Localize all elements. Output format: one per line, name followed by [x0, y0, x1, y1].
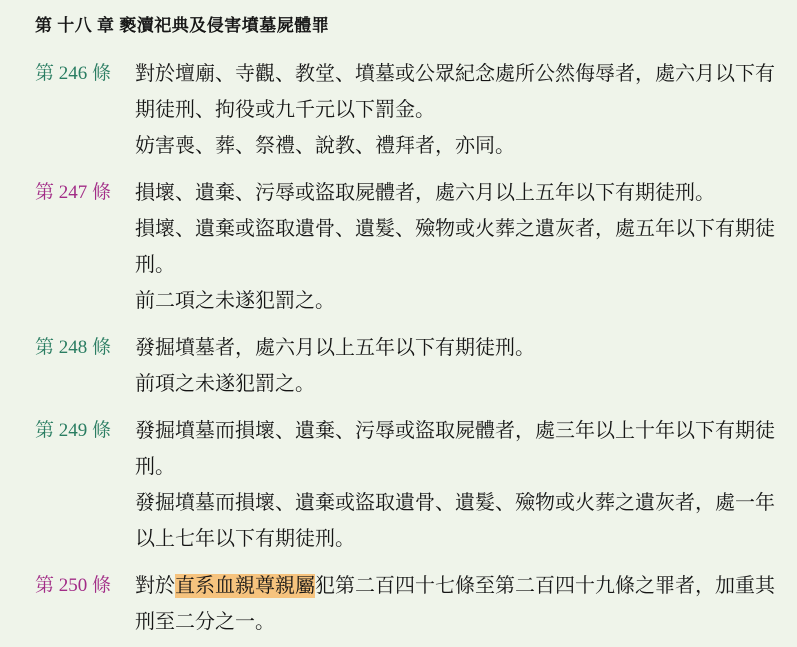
article-row [35, 568, 775, 640]
paragraph-text: 發掘墳墓而損壞、遺棄、污辱或盜取屍體者，處三年以上十年以下有期徒刑。 [135, 420, 775, 478]
article-paragraph [135, 283, 775, 319]
article-paragraph [135, 485, 775, 557]
articles-list [35, 56, 775, 640]
paragraph-text: 前項之未遂犯罰之。 [135, 373, 315, 395]
article-row [35, 56, 775, 164]
paragraph-text: 犯第二百四十七條至第二百四十九條之罪者，加重其刑至二分之一。 [135, 575, 775, 633]
article-number-link[interactable]: 第 247 條 [35, 182, 112, 203]
article-row [35, 175, 775, 319]
article-body [135, 568, 775, 640]
article-row [35, 330, 775, 402]
article-paragraph [135, 366, 775, 402]
article-body [135, 413, 775, 557]
highlighted-term: 直系血親尊親屬 [175, 575, 315, 597]
paragraph-text: 發掘墳墓而損壞、遺棄或盜取遺骨、遺髮、殮物或火葬之遺灰者，處一年以上七年以下有期徒刑。 [135, 492, 775, 550]
article-paragraph [135, 568, 775, 640]
article-number-link[interactable]: 第 249 條 [35, 420, 112, 441]
paragraph-text: 對於 [135, 575, 175, 597]
article-paragraph [135, 56, 775, 128]
paragraph-text: 對於壇廟、寺觀、教堂、墳墓或公眾紀念處所公然侮辱者，處六月以下有期徒刑、拘役或九千元以下罰金。 [135, 63, 775, 121]
article-paragraph [135, 175, 775, 211]
article-number-link[interactable]: 第 246 條 [35, 63, 112, 84]
article-paragraph [135, 211, 775, 283]
paragraph-text: 損壞、遺棄、污辱或盜取屍體者，處六月以上五年以下有期徒刑。 [135, 182, 715, 204]
article-row [35, 413, 775, 557]
paragraph-text: 妨害喪、葬、祭禮、說教、禮拜者，亦同。 [135, 135, 515, 157]
article-body [135, 56, 775, 164]
article-body [135, 175, 775, 319]
paragraph-text: 前二項之未遂犯罰之。 [135, 290, 335, 312]
paragraph-text: 發掘墳墓者，處六月以上五年以下有期徒刑。 [135, 337, 535, 359]
article-number-link[interactable]: 第 248 條 [35, 337, 112, 358]
article-paragraph [135, 128, 775, 164]
article-paragraph [135, 413, 775, 485]
chapter-title: 第 十八 章 褻瀆祀典及侵害墳墓屍體罪 [35, 16, 330, 35]
article-paragraph [135, 330, 775, 366]
article-body [135, 330, 775, 402]
paragraph-text: 損壞、遺棄或盜取遺骨、遺髮、殮物或火葬之遺灰者，處五年以下有期徒刑。 [135, 218, 775, 276]
article-number-link[interactable]: 第 250 條 [35, 575, 112, 596]
